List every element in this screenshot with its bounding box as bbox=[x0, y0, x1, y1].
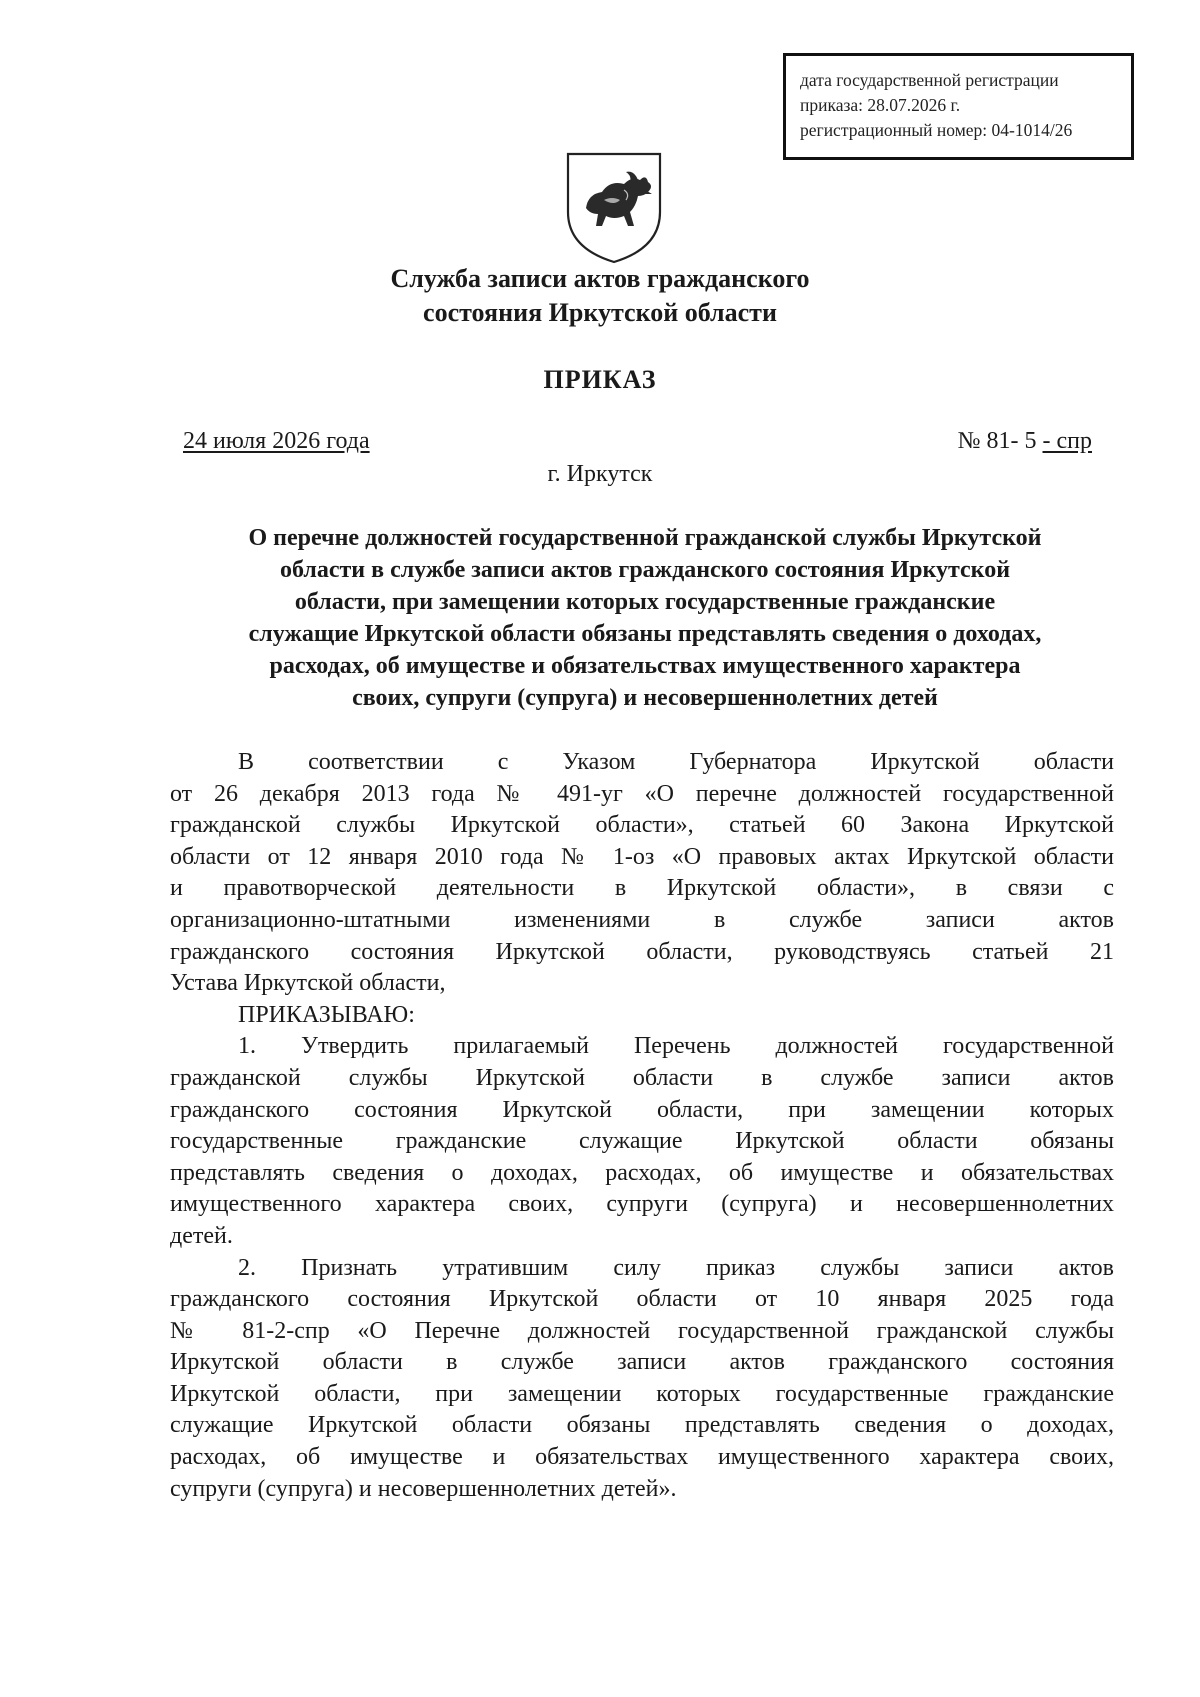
order-item-2 bbox=[170, 1253, 1114, 1506]
document-city: г. Иркутск bbox=[547, 461, 653, 487]
title-line: О перечне должностей государственной гражданской службы Иркутской bbox=[248, 525, 1042, 551]
order-word: ПРИКАЗЫВАЮ: bbox=[238, 1001, 415, 1028]
document-date: 24 июля 2026 года bbox=[183, 428, 370, 454]
body-line: государственные гражданские служащие Иркутской области обязаны bbox=[170, 1128, 1114, 1155]
body-line: детей. bbox=[170, 1222, 233, 1249]
body-line: служащие Иркутской области обязаны представлять сведения о доходах, bbox=[170, 1412, 1114, 1439]
title-line: расходах, об имуществе и обязательствах имущественного характера bbox=[269, 653, 1021, 679]
title-line: своих, супруги (супруга) и несовершеннолетних детей bbox=[352, 685, 938, 711]
body-line: № 81-2-спр «О Перечне должностей государственной гражданской службы bbox=[170, 1317, 1114, 1344]
organization-name-line-2: состояния Иркутской области bbox=[423, 298, 777, 327]
registration-date-value: приказа: 28.07.2026 г. bbox=[800, 95, 961, 115]
body-line: и правотворческой деятельности в Иркутской области», в связи с bbox=[170, 875, 1114, 902]
body-line: имущественного характера своих, супруги (супруга) и несовершеннолетних bbox=[170, 1191, 1114, 1218]
body-line: гражданской службы Иркутской области в службе записи актов bbox=[170, 1064, 1114, 1091]
preamble-paragraph bbox=[170, 747, 1114, 1000]
title-line: области, при замещении которых государственные гражданские bbox=[294, 589, 996, 615]
body-line: представлять сведения о доходах, расходах, об имуществе и обязательствах bbox=[170, 1159, 1114, 1186]
document-type: ПРИКАЗ bbox=[543, 365, 657, 394]
document-body bbox=[170, 747, 1114, 1505]
body-line: гражданского состояния Иркутской области, при замещении которых bbox=[170, 1096, 1114, 1123]
body-line: Устава Иркутской области, bbox=[170, 970, 446, 997]
organization-name bbox=[300, 262, 900, 330]
body-line: гражданского состояния Иркутской области, руководствуясь статьей 21 bbox=[170, 938, 1114, 965]
title-line: области в службе записи актов гражданского состояния Иркутской bbox=[279, 557, 1011, 583]
body-line: В соответствии с Указом Губернатора Иркутской области bbox=[238, 749, 1114, 775]
document-number-suffix: - спр bbox=[1042, 428, 1092, 454]
body-line: Иркутской области, при замещении которых государственные гражданские bbox=[170, 1380, 1114, 1407]
body-line: гражданского состояния Иркутской области от 10 января 2025 года bbox=[170, 1286, 1114, 1313]
coat-of-arms-irkutsk-icon bbox=[564, 150, 664, 265]
body-line: от 26 декабря 2013 года № 491-уг «О перечне должностей государственной bbox=[170, 780, 1114, 807]
document-number bbox=[958, 426, 1092, 456]
registration-stamp bbox=[783, 53, 1134, 160]
body-line: 1. Утвердить прилагаемый Перечень должностей государственной bbox=[238, 1033, 1114, 1060]
registration-number: регистрационный номер: 04-1014/26 bbox=[800, 120, 1073, 140]
body-line: Иркутской области в службе записи актов гражданского состояния bbox=[170, 1349, 1114, 1376]
title-line: служащие Иркутской области обязаны представлять сведения о доходах, bbox=[248, 621, 1042, 647]
order-item-1 bbox=[170, 1031, 1114, 1252]
body-line: гражданской службы Иркутской области», статьей 60 Закона Иркутской bbox=[170, 812, 1114, 839]
registration-date-label: дата государственной регистрации bbox=[800, 70, 1059, 90]
document-number-prefix: № 81- 5 bbox=[957, 428, 1043, 454]
body-line: супруги (супруга) и несовершеннолетних детей». bbox=[170, 1475, 677, 1502]
organization-name-line-1: Служба записи актов гражданского bbox=[390, 264, 810, 293]
body-line: области от 12 января 2010 года № 1-оз «О правовых актах Иркутской области bbox=[170, 843, 1114, 870]
body-line: 2. Признать утратившим силу приказ службы записи актов bbox=[238, 1254, 1114, 1281]
body-line: организационно-штатными изменениями в службе записи актов bbox=[170, 906, 1114, 933]
document-title bbox=[170, 522, 1120, 714]
body-line: расходах, об имуществе и обязательствах имущественного характера своих, bbox=[170, 1444, 1114, 1471]
